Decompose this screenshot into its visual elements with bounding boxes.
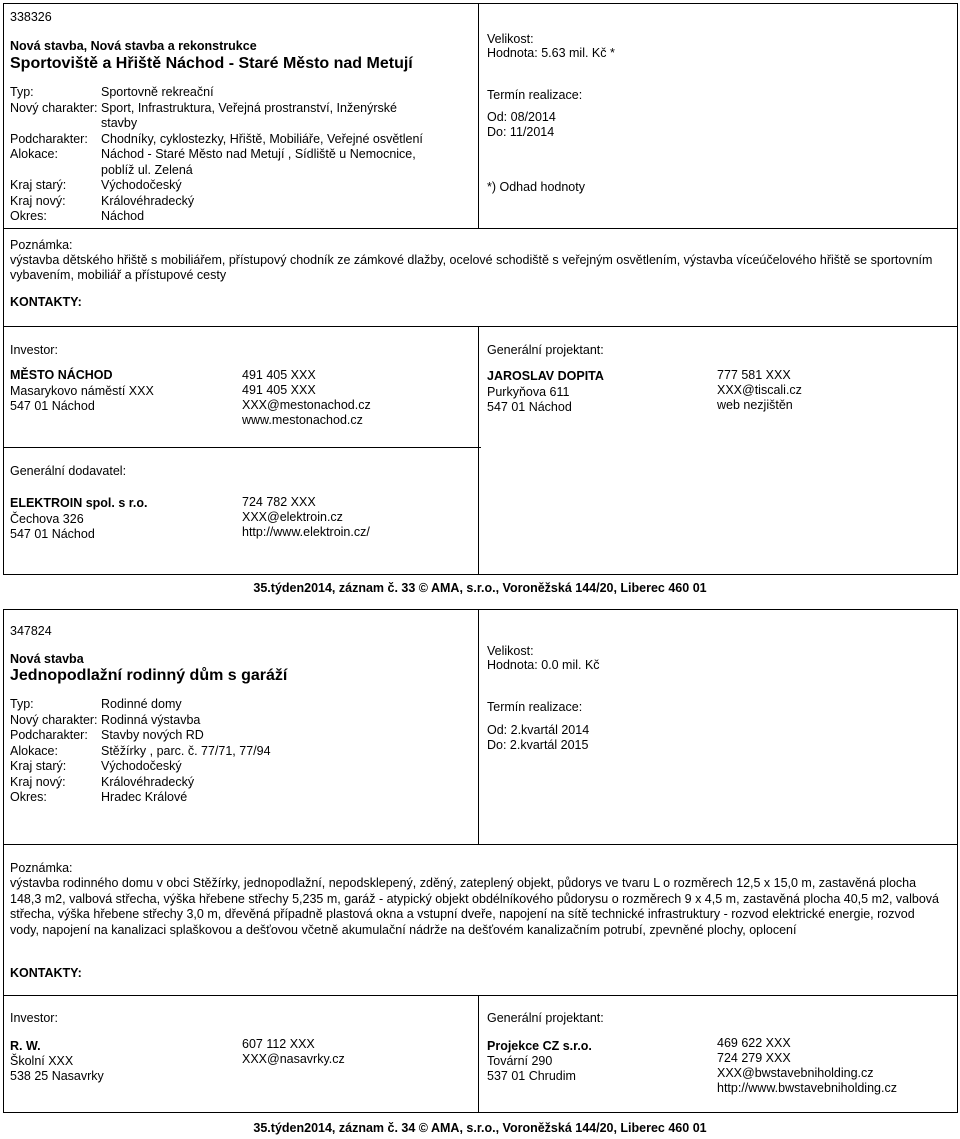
record-id: 347824 xyxy=(10,624,52,638)
field-value: Východočeský xyxy=(101,759,182,773)
email[interactable]: XXX@bwstavebniholding.cz xyxy=(717,1066,874,1080)
divider xyxy=(3,844,958,845)
term-to: Do: 2.kvartál 2015 xyxy=(487,738,589,752)
record-footer: 35.týden2014, záznam č. 34 © AMA, s.r.o., Voroněžská 144/20, Liberec 460 01 xyxy=(253,1121,707,1135)
field-row xyxy=(10,713,271,729)
field-row xyxy=(10,116,423,132)
term-from: Od: 2.kvartál 2014 xyxy=(487,723,590,737)
field-value: Stěžírky , parc. č. 77/71, 77/94 xyxy=(101,743,271,758)
address-line: Čechova 326 xyxy=(10,512,84,526)
record-fields xyxy=(10,85,423,225)
contractor-contact xyxy=(242,495,370,540)
divider xyxy=(478,609,479,844)
field-label: Okres: xyxy=(10,790,47,804)
website-note: web nezjištěn xyxy=(717,398,793,412)
designer-contact xyxy=(717,1036,897,1096)
investor-label: Investor: xyxy=(10,1011,58,1025)
designer-name: JAROSLAV DOPITA xyxy=(487,369,604,383)
investor-name: MĚSTO NÁCHOD xyxy=(10,368,113,382)
record-title: Jednopodlažní rodinný dům s garáží xyxy=(10,667,288,684)
field-label: Kraj starý: xyxy=(10,178,67,192)
field-label: Okres: xyxy=(10,209,47,223)
investor-contact xyxy=(242,1037,345,1067)
address-line: 547 01 Náchod xyxy=(10,399,95,413)
record-fields xyxy=(10,697,271,806)
field-row xyxy=(10,147,423,163)
designer-address xyxy=(487,385,572,415)
phone: 777 581 XXX xyxy=(717,368,791,382)
contractor-address xyxy=(10,512,95,542)
term-from: Od: 08/2014 xyxy=(487,110,556,124)
field-row xyxy=(10,194,423,210)
field-label: Typ: xyxy=(10,85,34,99)
field-value: Sportovně rekreační xyxy=(101,85,214,99)
divider xyxy=(3,228,958,229)
address-line: Tovární 290 xyxy=(487,1054,553,1068)
investor-contact xyxy=(242,368,371,428)
designer-address xyxy=(487,1054,576,1084)
field-label: Podcharakter: xyxy=(10,728,88,742)
field-row xyxy=(10,163,423,179)
investor-name: R. W. xyxy=(10,1039,41,1053)
note-text: výstavba dětského hřiště s mobiliářem, přístupový chodník ze zámkové dlažby, ocelové schodiště s veřejným osvětlením, výstavba víceúčelového hřiště se sportovním vybavením, mobiliář a přístupové cesty xyxy=(10,253,933,282)
phone: 607 112 XXX xyxy=(242,1037,315,1051)
phone: 724 782 XXX xyxy=(242,495,316,509)
record-title: Sportoviště a Hřiště Náchod - Staré Město nad Metují xyxy=(10,55,413,72)
size-label: Velikost: xyxy=(487,32,534,46)
divider xyxy=(478,3,479,228)
phone: 491 405 XXX xyxy=(242,383,316,397)
field-row xyxy=(10,744,271,760)
term-to: Do: 11/2014 xyxy=(487,125,555,139)
website-link[interactable]: http://www.elektroin.cz/ xyxy=(242,525,370,539)
record-id: 338326 xyxy=(10,10,52,24)
note-label: Poznámka: xyxy=(10,238,73,252)
record-category: Nová stavba, Nová stavba a rekonstrukce xyxy=(10,39,257,53)
designer-name: Projekce CZ s.r.o. xyxy=(487,1039,592,1053)
estimate-note: *) Odhad hodnoty xyxy=(487,180,585,194)
field-row xyxy=(10,178,423,194)
field-value: Hradec Králové xyxy=(101,790,188,804)
divider xyxy=(478,995,479,1113)
divider xyxy=(3,447,481,448)
contractor-label: Generální dodavatel: xyxy=(10,464,127,478)
address-line: Purkyňova 611 xyxy=(487,385,570,399)
field-label: Kraj nový: xyxy=(10,774,66,789)
field-label: Kraj nový: xyxy=(10,193,66,208)
field-value: Královéhradecký xyxy=(101,193,195,208)
field-value: Náchod xyxy=(101,209,145,223)
field-row xyxy=(10,759,271,775)
address-line: Masarykovo náměstí XXX xyxy=(10,384,154,398)
address-line: Školní XXX xyxy=(10,1054,74,1068)
field-row xyxy=(10,132,423,148)
field-row xyxy=(10,209,423,225)
field-label: Alokace: xyxy=(10,147,58,161)
address-line: 547 01 Náchod xyxy=(487,400,572,414)
field-value: Stavby nových RD xyxy=(101,728,204,742)
investor-address xyxy=(10,1054,104,1084)
field-value: Rodinná výstavba xyxy=(101,712,201,727)
record-footer: 35.týden2014, záznam č. 33 © AMA, s.r.o., Voroněžská 144/20, Liberec 460 01 xyxy=(253,581,707,595)
field-value: Sport, Infrastruktura, Veřejná prostranství, Inženýrské xyxy=(101,100,397,115)
phone: 724 279 XXX xyxy=(717,1051,791,1065)
contacts-heading: KONTAKTY: xyxy=(10,966,82,980)
field-row xyxy=(10,728,271,744)
field-label: Podcharakter: xyxy=(10,131,88,146)
field-value: stavby xyxy=(101,116,138,130)
size-value: Hodnota: 5.63 mil. Kč * xyxy=(487,46,615,60)
designer-contact xyxy=(717,368,802,413)
record-category: Nová stavba xyxy=(10,652,84,666)
divider xyxy=(3,326,958,327)
field-label: Nový charakter: xyxy=(10,100,98,115)
website-link[interactable]: http://www.bwstavebniholding.cz xyxy=(717,1081,897,1095)
field-row xyxy=(10,85,423,101)
field-row xyxy=(10,790,271,806)
field-row xyxy=(10,775,271,791)
field-label: Kraj starý: xyxy=(10,759,67,773)
field-row xyxy=(10,101,423,117)
designer-label: Generální projektant: xyxy=(487,1011,604,1025)
field-label: Typ: xyxy=(10,697,34,711)
field-value: Náchod - Staré Město nad Metují , Sídliště u Nemocnice, xyxy=(101,147,416,161)
address-line: 537 01 Chrudim xyxy=(487,1069,576,1083)
field-row xyxy=(10,697,271,713)
website-link[interactable]: www.mestonachod.cz xyxy=(242,413,363,427)
contacts-heading: KONTAKTY: xyxy=(10,295,82,309)
email[interactable]: XXX@tiscali.cz xyxy=(717,383,802,397)
phone: 491 405 XXX xyxy=(242,368,316,382)
size-value: Hodnota: 0.0 mil. Kč xyxy=(487,658,600,672)
field-value: Královéhradecký xyxy=(101,774,195,789)
address-line: 547 01 Náchod xyxy=(10,527,95,541)
term-label: Termín realizace: xyxy=(487,88,583,102)
size-label: Velikost: xyxy=(487,644,534,658)
term-label: Termín realizace: xyxy=(487,700,583,714)
divider xyxy=(478,447,479,575)
phone: 469 622 XXX xyxy=(717,1036,791,1050)
field-value: poblíž ul. Zelená xyxy=(101,162,193,177)
contractor-name: ELEKTROIN spol. s r.o. xyxy=(10,496,148,510)
email[interactable]: XXX@nasavrky.cz xyxy=(242,1052,345,1066)
divider xyxy=(478,326,479,447)
field-value: Chodníky, cyklostezky, Hřiště, Mobiliáře, Veřejné osvětlení xyxy=(101,131,423,146)
email[interactable]: XXX@elektroin.cz xyxy=(242,510,343,524)
note-label: Poznámka: xyxy=(10,861,73,875)
note-text: výstavba rodinného domu v obci Stěžírky, jednopodlažní, nepodsklepený, zděný, zateplený objekt, půdorys ve tvaru L o rozměrech 12,5 x 15,0 m, zastavěná plocha 148,3 m2, valbová střecha, výška hřebene střechy 5,235 m, garáž - atypický objekt obdélníkového půdorysu o rozměrech 9 x 4,5 m, zastavěná plocha 40,5 m2, valbová střecha, výška hřebene střechy 3,0 m, dřevěná případně plastová okna a vstupní dveře, napojení na sítě technické infrastruktury - rozvod elektrické energie, rozvod vody, napojení na kanalizaci splaškovou a dešťovou včetně akumulační nádrže na dešťovém kanalizačním potrubí, zpevněné plochy, oplocení xyxy=(10,876,939,937)
investor-label: Investor: xyxy=(10,343,58,357)
field-label: Nový charakter: xyxy=(10,712,98,727)
investor-address xyxy=(10,384,154,414)
address-line: 538 25 Nasavrky xyxy=(10,1069,104,1083)
field-value: Rodinné domy xyxy=(101,697,182,711)
field-value: Východočeský xyxy=(101,178,182,192)
email[interactable]: XXX@mestonachod.cz xyxy=(242,398,371,412)
designer-label: Generální projektant: xyxy=(487,343,604,357)
field-label: Alokace: xyxy=(10,743,58,758)
divider xyxy=(3,995,958,996)
